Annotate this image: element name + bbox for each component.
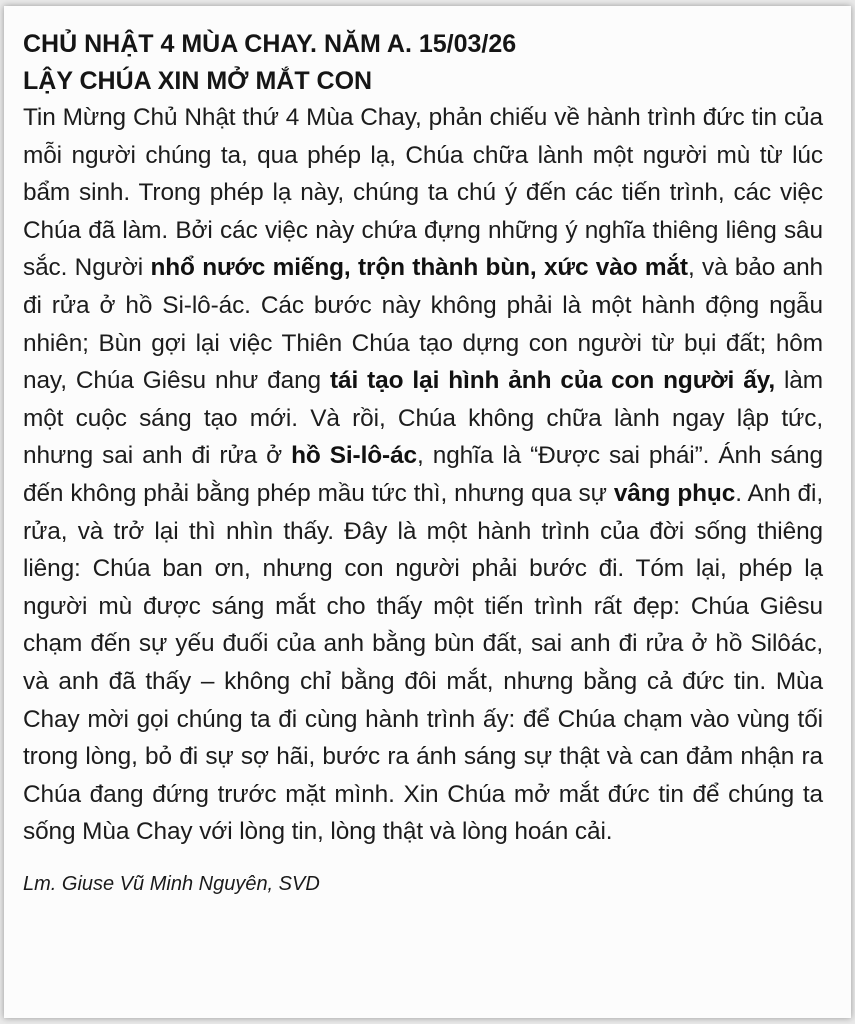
author-signature: Lm. Giuse Vũ Minh Nguyên, SVD (23, 872, 320, 895)
body-text-segment: làm một cuộc sáng tạo mới. Và rồi, Chúa không chữa lành ngay lập tức, nhưng sai anh đi rửa ở (23, 367, 823, 470)
document-subtitle: LẬY CHÚA XIN MỞ MẮT CON (23, 67, 373, 95)
emphasis-text: hồ Si-lô-ác (291, 442, 418, 470)
emphasis-text: tái tạo lại hình ảnh của con người ấy, (330, 367, 775, 395)
body-paragraph (23, 99, 823, 851)
body-text-segment: . Anh đi, rửa, và trở lại thì nhìn thấy. Đây là một hành trình của đời sống thiêng liêng: Chúa ban ơn, nhưng con người phải bước đi. Tóm lại, phép lạ người mù được sáng mắt cho thấy một tiến trình rất đẹp: Chúa Giêsu chạm đến sự yếu đuối của anh bằng bùn đất, sai anh đi rửa ở hồ Silôác, và anh đã thấy – không chỉ bằng đôi mắt, nhưng bằng cả đức tin. Mùa Chay mời gọi chúng ta đi cùng hành trình ấy: để Chúa chạm vào vùng tối trong lòng, bỏ đi sự sợ hãi, bước ra ánh sáng sự thật và can đảm nhận ra Chúa đang đứng trước mặt mình. Xin Chúa mở mắt đức tin để chúng ta sống Mùa Chay với lòng tin, lòng thật và lòng hoán cải. (23, 479, 824, 846)
body-text-segment: Tin Mừng Chủ Nhật thứ 4 Mùa Chay, phản chiếu về hành trình đức tin của mỗi người chúng ta, qua phép lạ, Chúa chữa lành một người mù từ lúc bẩm sinh. Trong phép lạ này, chúng ta chú ý đến các tiến trình, các việc Chúa đã làm. Bởi các việc này chứa đựng những ý nghĩa thiêng liêng sâu sắc. Người (23, 104, 823, 282)
emphasis-text: nhổ nước miếng, trộn thành bùn, xức vào mắt (150, 254, 688, 282)
body-text-segment: , và bảo anh đi rửa ở hồ Si-lô-ác. Các bước này không phải là một hành động ngẫu nhiên; Bùn gợi lại việc Thiên Chúa tạo dựng con người từ bụi đất; hôm nay, Chúa Giêsu như đang (23, 254, 824, 395)
document-page (4, 6, 851, 1018)
emphasis-text: vâng phục (613, 479, 736, 507)
body-text-segment: , nghĩa là “Được sai phái”. Ánh sáng đến không phải bằng phép mầu tức thì, nhưng qua sự (23, 442, 823, 507)
document-title: CHỦ NHẬT 4 MÙA CHAY. NĂM A. 15/03/26 (23, 30, 517, 58)
